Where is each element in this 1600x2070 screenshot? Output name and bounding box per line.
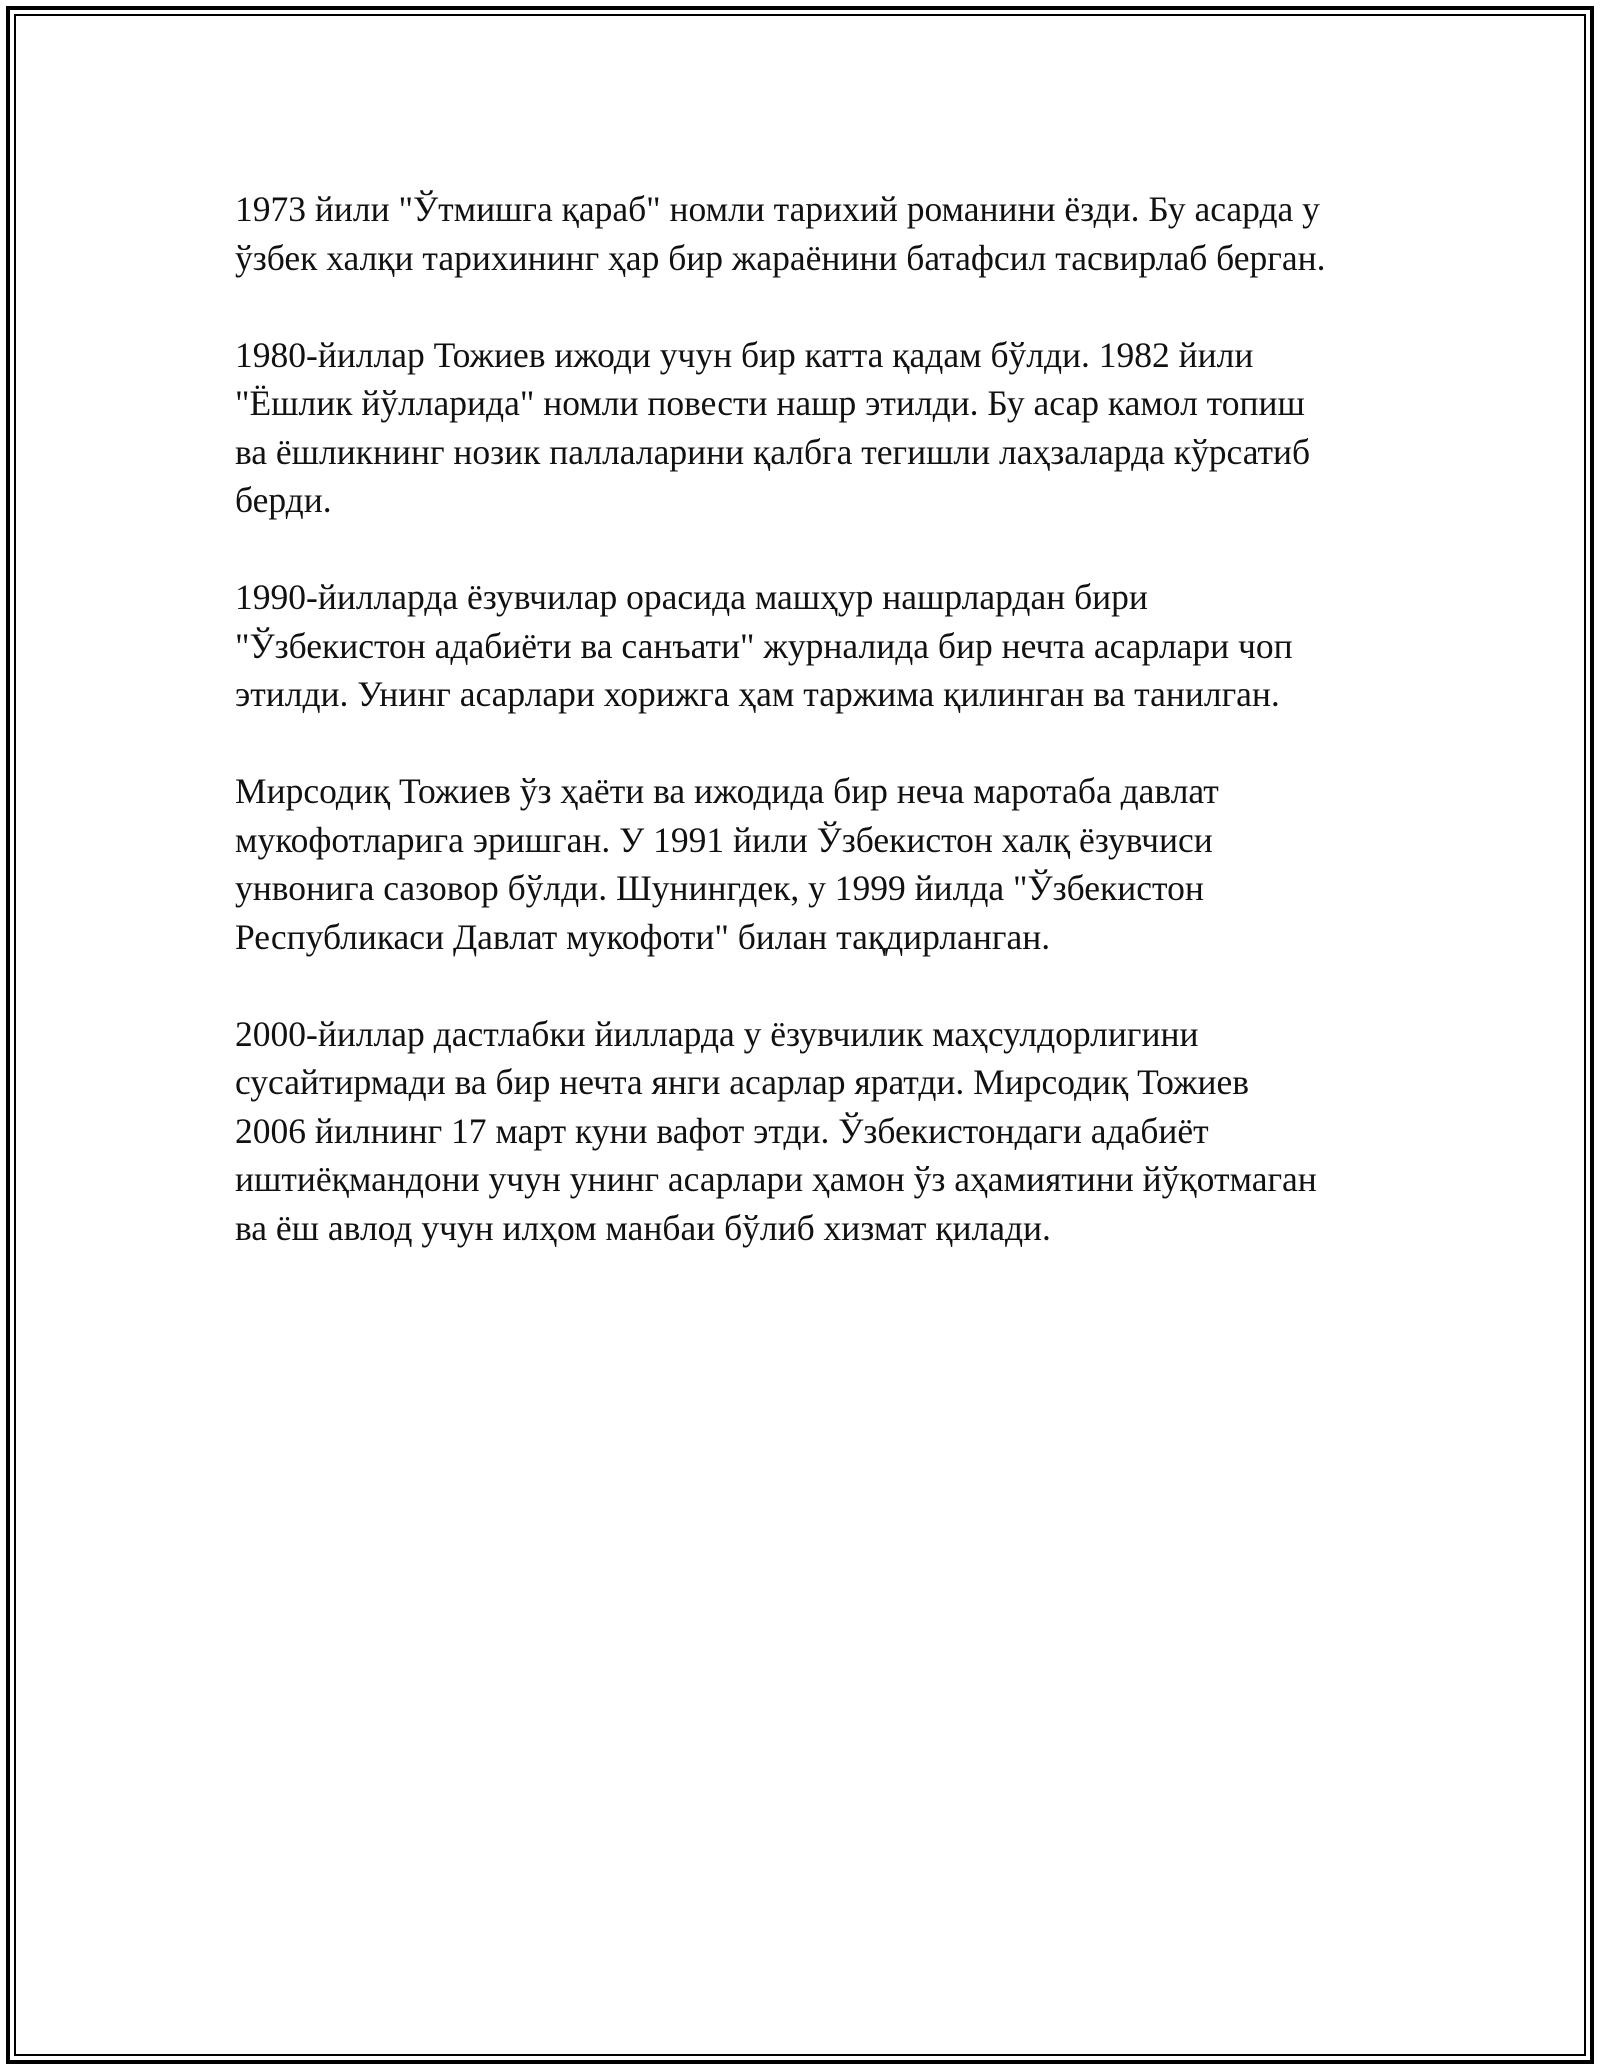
paragraph-awards: Мирсодиқ Тожиев ўз ҳаёти ва ижодида бир неча маротаба давлат мукофотларига эришган. У 1991 йили Ўзбекистон халқ ёзувчиси унвонига сазовор бўлди. Шунингдек, у 1999 йилда "Ўзбекистон Республикаси Давлат мукофоти" билан тақдирланган. [235,771,1219,957]
paragraph-1990s: 1990-йилларда ёзувчилар орасида машҳур нашрлардан бири "Ўзбекистон адабиёти ва санъати" журналида бир нечта асарлари чоп этилди. Унинг асарлари хорижга ҳам таржима қилинган ва танилган. [235,577,1293,714]
paragraph-1973: 1973 йили "Ўтмишга қараб" номли тарихий романини ёзди. Бу асарда у ўзбек халқи тарихининг ҳар бир жараёнини батафсил тасвирлаб берган. [235,189,1326,278]
paragraph-1980s: 1980-йиллар Тожиев ижоди учун бир катта қадам бўлди. 1982 йили "Ёшлик йўлларида" номли повести нашр этилди. Бу асар камол топиш ва ёшликнинг нозик паллаларини қалбга тегишли лаҳзаларда кўрсатиб берди. [235,334,1311,520]
document-body [235,185,1375,1301]
paragraph-2000s: 2000-йиллар дастлабки йилларда у ёзувчилик маҳсулдорлигини сусайтирмади ва бир нечта янги асарлар яратди. Мирсодиқ Тожиев 2006 йилнинг 17 март куни вафот этди. Ўзбекистондаги адабиёт иштиёқмандони учун унинг асарлари ҳамон ўз аҳамиятини йўқотмаган ва ёш авлод учун илҳом манбаи бўлиб хизмат қилади. [235,1013,1317,1248]
